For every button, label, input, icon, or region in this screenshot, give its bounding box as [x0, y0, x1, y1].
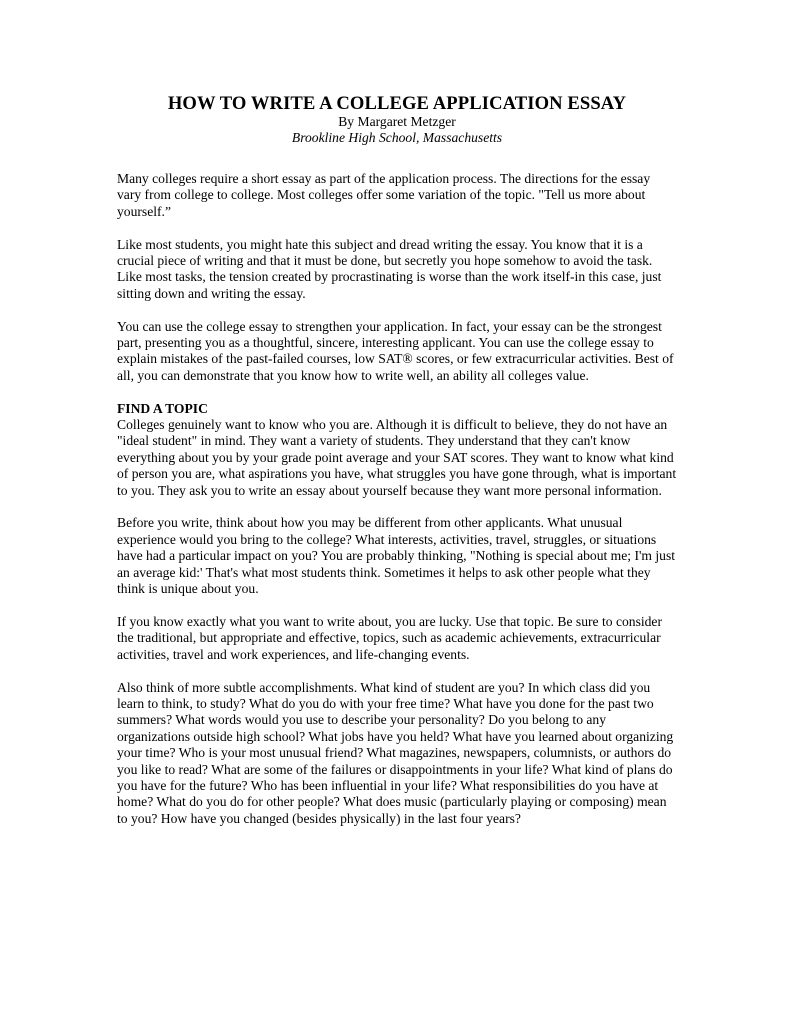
topic-paragraph-1: Colleges genuinely want to know who you are. Although it is difficult to believe, they do not have an "ideal student" in mind. They want a variety of students. They understand that they can't know everything about you by your grade point average and your SAT scores. They want to know what kind of person you are, what aspirations you have, what struggles you have gone through, what is important to you. They ask you to write an essay about yourself because they want more personal information. — [117, 417, 677, 498]
school-affiliation: Brookline High School, Massachusetts — [291, 130, 503, 145]
intro-paragraph-1: Many colleges require a short essay as part of the application process. The directions for the essay vary from college to college. Most colleges offer some variation of the topic. "Tell us more about yourself.” — [117, 171, 651, 219]
topic-paragraph-3: If you know exactly what you want to write about, you are lucky. Use that topic. Be sure to consider the traditional, but appropriate and effective, topics, such as academic achievements, extracurricular activities, travel and work experiences, and life-changing events. — [117, 613, 662, 662]
author-byline: By Margaret Metzger — [338, 114, 456, 129]
topic-paragraph-2: Before you write, think about how you may be different from other applicants. What unusual experience would you bring to the college? What interests, activities, travel, struggles, or situations have had a particular impact on you? You are probably thinking, "Nothing is special about me; I'm just an average kid:' That's what most students think. Sometimes it helps to ask other people what they think is unique about you. — [117, 515, 676, 597]
topic-paragraph-4: Also think of more subtle accomplishments. What kind of student are you? In which class did you learn to think, to study? What do you do with your free time? What have you done for the past two summers? What words would you use to describe your personality? Do you belong to any organizations outside high school? What jobs have you held? What have you learned about organizing your time? Who is your most unusual friend? What magazines, newspapers, columnists, or authors do you like to read? What are some of the failures or disappointments in your life? What kind of plans do you have for the future? Who has been influential in your life? What responsibilities do you have at home? What do you do for other people? What does music (particularly playing or composing) mean to you? How have you changed (besides physically) in the last four years? — [117, 679, 674, 826]
section-heading-find-a-topic: FIND A TOPIC — [117, 400, 208, 416]
document-page — [117, 94, 677, 827]
spacer — [117, 146, 677, 171]
intro-paragraph-3: You can use the college essay to strengthen your application. In fact, your essay can be the strongest part, presenting you as a thoughtful, sincere, interesting applicant. You can use the college essay to explain mistakes of the past-failed courses, low SAT® scores, or few extracurricular activities. Best of all, you can demonstrate that you know how to write well, an ability all colleges value. — [117, 318, 674, 383]
document-title: HOW TO WRITE A COLLEGE APPLICATION ESSAY — [167, 93, 627, 114]
intro-paragraph-2: Like most students, you might hate this subject and dread writing the essay. You know that it is a crucial piece of writing and that it must be done, but secretly you hope somehow to avoid the task. Like most tasks, the tension created by procrastinating is worse than the work itself-in this case, just sitting down and writing the essay. — [117, 236, 662, 301]
